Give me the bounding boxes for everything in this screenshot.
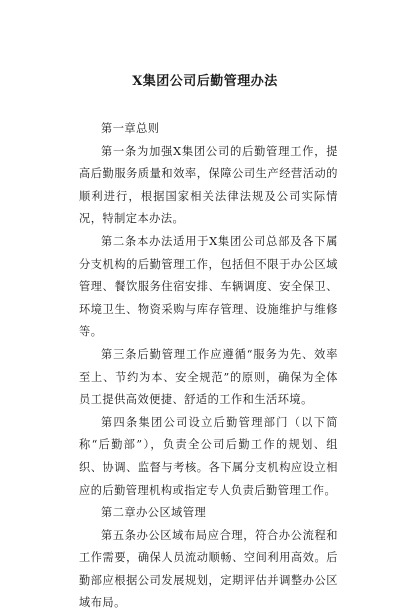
document-body [79,118,338,615]
article-4: 第四条集团公司设立后勤管理部门（以下简称“后勤部”），负责全公司后勤工作的规划、组织、协调、监督与考核。各下属分支机构应设立相应的后勤管理机构或指定专人负责后勤管理工作。 [79,415,338,497]
article-2: 第二条本办法适用于X集团公司总部及各下属分支机构的后勤管理工作，包括但不限于办公区域管理、餐饮服务住宿安排、车辆调度、安全保卫、环境卫生、物资采购与库存管理、设施维护与维修等。 [79,234,338,339]
document-title: X集团公司后勤管理办法 [132,74,278,89]
article-3: 第三条后勤管理工作应遵循“服务为先、效率至上、节约为本、安全规范”的原则，确保为全体员工提供高效便捷、舒适的工作和生活环境。 [79,347,338,407]
chapter-heading-2: 第二章办公区域管理 [101,506,207,520]
article-5: 第五条办公区域布局应合理，符合办公流程和工作需要，确保人员流动顺畅、空间利用高效。后勤部应根据公司发展规划，定期评估并调整办公区域布局。 [79,528,338,610]
article-1: 第一条为加强X集团公司的后勤管理工作，提高后勤服务质量和效率，保障公司生产经营活动的顺利进行，根据国家相关法律法规及公司实际情况，特制定本办法。 [79,144,338,226]
chapter-heading-1: 第一章总则 [101,122,160,135]
